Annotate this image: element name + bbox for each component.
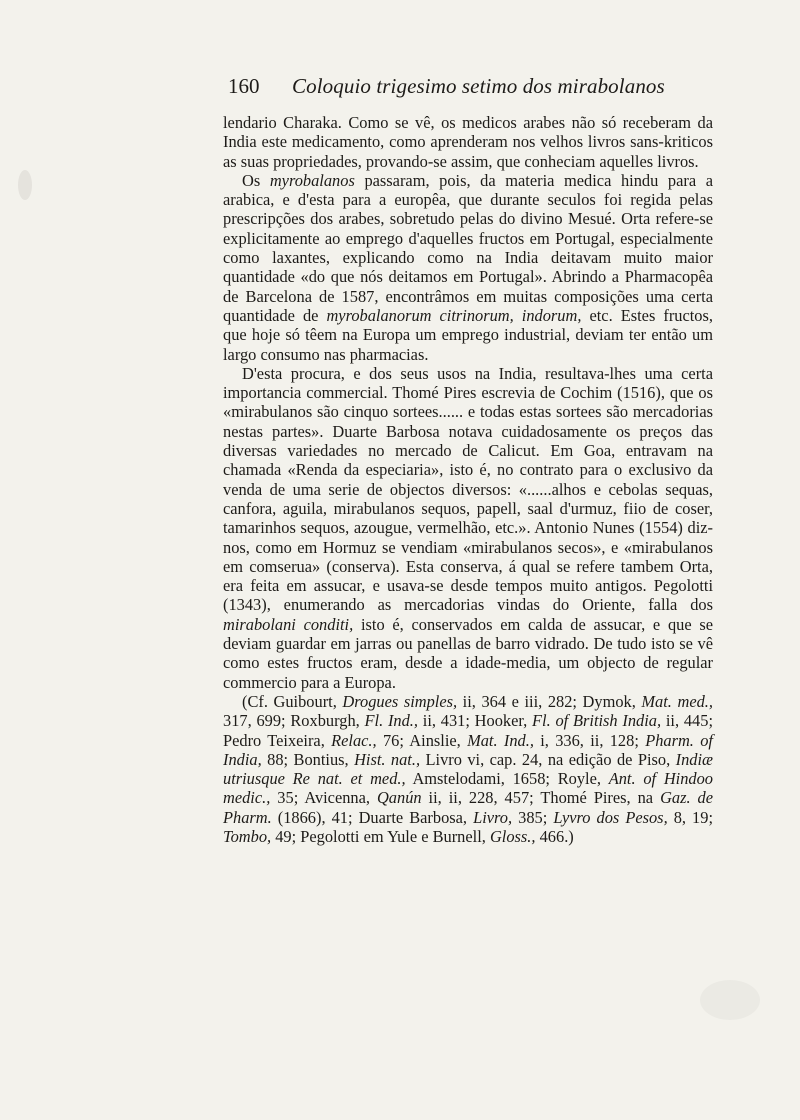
page-header — [228, 70, 698, 102]
page-number: 160 — [228, 74, 260, 98]
references-paragraph: (Cf. Guibourt, Drogues simples, ii, 364 e iii, 282; Dymok, Mat. med., 317, 699; Roxburgh, Fl. Ind., ii, 431; Hooker, Fl. of British India, ii, 445; Pedro Teixeira, Relac., 76; Ainslie, Mat. Ind., i, 336, ii, 128; Pharm. of India, 88; Bontius, Hist. nat., Livro vi, cap. 24, na edição de Piso, Indiæ utriusque Re nat. et med., Amstelodami, 1658; Royle, Ant. of Hindoo medic., 35; Avicenna, Qanún ii, ii, 228, 457; Thomé Pires, na Gaz. de Pharm. (1866), 41; Duarte Barbosa, Livro, 385; Lyvro dos Pesos, 8, 19; Tombo, 49; Pegolotti em Yule e Burnell, Gloss., 466.) — [223, 691, 714, 846]
running-title: Coloquio trigesimo setimo dos mirabolanos — [292, 74, 665, 98]
body-text — [223, 113, 713, 846]
paragraph-1: lendario Charaka. Como se vê, os medicos arabes não só receberam da India este medicamento, como aprenderam nos velhos livros sans-kriticos as suas propriedades, provando-se assim, que conheciam aquelles livros. — [223, 113, 713, 171]
paragraph-3: D'esta procura, e dos seus usos na India, resultava-lhes uma certa importancia commercial. Thomé Pires escrevia de Cochim (1516), que os «mirabulanos são cinquo sortees...... e todas estas sortees são mercadorias nestas partes». Duarte Barbosa notava cuidadosamente os preços das diversas variedades no mercado de Calicut. Em Goa, entravam na chamada «Renda da especiaria», isto é, no contrato para o exclusivo da venda de uma serie de objectos diversos: «......alhos e cebolas sequas, canfora, aguila, mirabulanos sequos, papell, saal d'urmuz, fiio de coser, tamarinhos sequos, azougue, vermelhão, etc.». Antonio Nunes (1554) diz-nos, como em Hormuz se vendiam «mirabulanos secos», e «mirabulanos em comserua» (conserva). Esta conserva, á qual se refere tambem Orta, era feita em assucar, e usava-se desde tempos muito antigos. Pegolotti (1343), enumerando as mercadorias vindas do Oriente, falla dos mirabolani conditi, isto é, conservados em calda de assucar, e que se deviam guardar em jarras ou panellas de barro vidrado. De tudo isto se vê como estes fructos eram, desde a idade-media, um objecto de regular commercio para a Europa. — [223, 363, 713, 692]
paper-stain — [700, 980, 760, 1020]
paper-stain — [18, 170, 32, 200]
paragraph-2: Os myrobalanos passaram, pois, da materia medica hindu para a arabica, e d'esta para a europêa, que durante seculos foi regida pelas prescripções dos arabes, sobretudo pelas do divino Mesué. Orta refere-se explicitamente ao emprego d'aquelles fructos em Portugal, especialmente como laxantes, explicando como na India deitavam muito maior quantidade «do que nós deitamos em Portugal». Abrindo a Pharmacopêa de Barcelona de 1587, encontrâmos em muitas composições uma certa quantidade de myrobalanorum citrinorum, indorum, etc. Estes fructos, que hoje só têem na Europa um emprego industrial, deviam ter então um largo consumo nas pharmacias. — [223, 170, 713, 364]
